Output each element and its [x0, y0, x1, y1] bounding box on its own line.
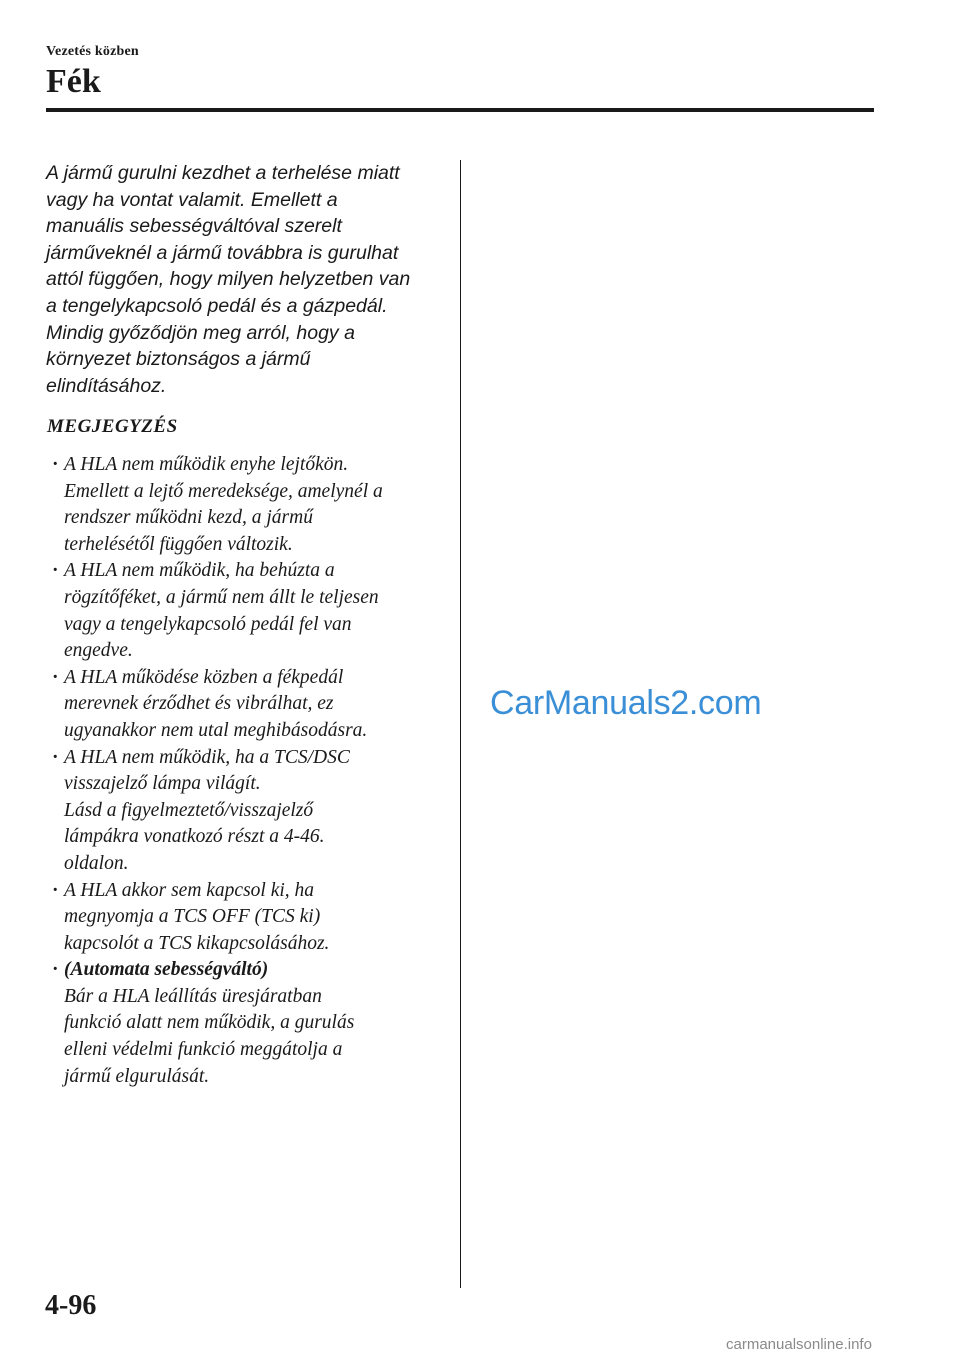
warning-line: vagy ha vontat valamit. Emellett a [46, 188, 338, 211]
note-item-line: funkció alatt nem működik, a gurulás [64, 1012, 355, 1034]
warning-line: környezet biztonságos a jármű [46, 348, 311, 371]
note-item-line: merevnek érződhet és vibrálhat, ez [64, 693, 334, 715]
note-item-line: visszajelző lámpa világít. [64, 773, 261, 795]
note-item-line: elleni védelmi funkció meggátolja a [64, 1039, 343, 1061]
note-item-line: A HLA nem működik, ha a TCS/DSC [64, 746, 350, 768]
warning-line: manuális sebességváltóval szerelt [46, 215, 342, 238]
watermark-logo[interactable]: CarManuals2.com [490, 684, 762, 722]
note-item-line: A HLA nem működik enyhe lejtőkön. [64, 454, 349, 475]
notes-list [46, 452, 446, 1090]
warning-text [46, 160, 446, 399]
warning-line: a tengelykapcsoló pedál és a gázpedál. [46, 294, 388, 317]
note-item [46, 745, 446, 878]
bullet-icon: · [52, 454, 59, 475]
bullet-icon: · [52, 746, 59, 768]
section-label: Vezetés közben [46, 44, 139, 59]
note-item-title: (Automata sebességváltó) [64, 959, 269, 981]
note-item [46, 957, 446, 1090]
note-item-line: Emellett a lejtő meredeksége, amelynél a [64, 480, 383, 502]
note-item [46, 665, 446, 745]
warning-line: járműveknél a jármű továbbra is gurulhat [46, 241, 399, 264]
note-item-line: Lásd a figyelmeztető/visszajelző [64, 799, 314, 821]
footer-site-link[interactable]: carmanualsonline.info [726, 1336, 872, 1353]
bullet-icon: · [52, 560, 59, 582]
bullet-icon: · [52, 879, 59, 901]
note-item-line: A HLA működése közben a fékpedál [64, 666, 344, 688]
note-item-line: jármű elgurulását. [64, 1065, 210, 1087]
page-title: Fék [46, 63, 101, 100]
page-number: 4-96 [45, 1290, 97, 1321]
warning-line: Mindig győződjön meg arról, hogy a [46, 321, 355, 344]
warning-line: elindításához. [46, 374, 167, 397]
note-item-line: A HLA akkor sem kapcsol ki, ha [64, 879, 315, 901]
note-item-line: rendszer működni kezd, a jármű [64, 507, 313, 529]
warning-line: attól függően, hogy milyen helyzetben van [46, 268, 411, 291]
warning-line: A jármű gurulni kezdhet a terhelése miatt [46, 162, 400, 184]
note-item-line: rögzítőféket, a jármű nem állt le teljesen [64, 586, 379, 608]
note-item-line: oldalon. [64, 852, 129, 874]
note-item [46, 558, 446, 664]
note-item-line: megnyomja a TCS OFF (TCS ki) [64, 906, 321, 928]
header-rule [46, 108, 874, 112]
note-item-line: ugyanakkor nem utal meghibásodásra. [64, 719, 368, 741]
bullet-icon: · [52, 959, 59, 981]
note-item-line: kapcsolót a TCS kikapcsolásához. [64, 932, 330, 954]
note-item-line: engedve. [64, 640, 133, 662]
note-heading: MEGJEGYZÉS [47, 416, 178, 437]
column-divider [460, 160, 461, 1288]
note-item-line: Bár a HLA leállítás üresjáratban [64, 985, 322, 1007]
bullet-icon: · [52, 666, 59, 688]
note-item [46, 452, 446, 558]
note-item-line: A HLA nem működik, ha behúzta a [64, 560, 335, 582]
note-item-line: vagy a tengelykapcsoló pedál fel van [64, 613, 352, 635]
note-item-line: terhelésétől függően változik. [64, 533, 293, 555]
note-item-line: lámpákra vonatkozó részt a 4-46. [64, 826, 325, 848]
note-item [46, 878, 446, 958]
